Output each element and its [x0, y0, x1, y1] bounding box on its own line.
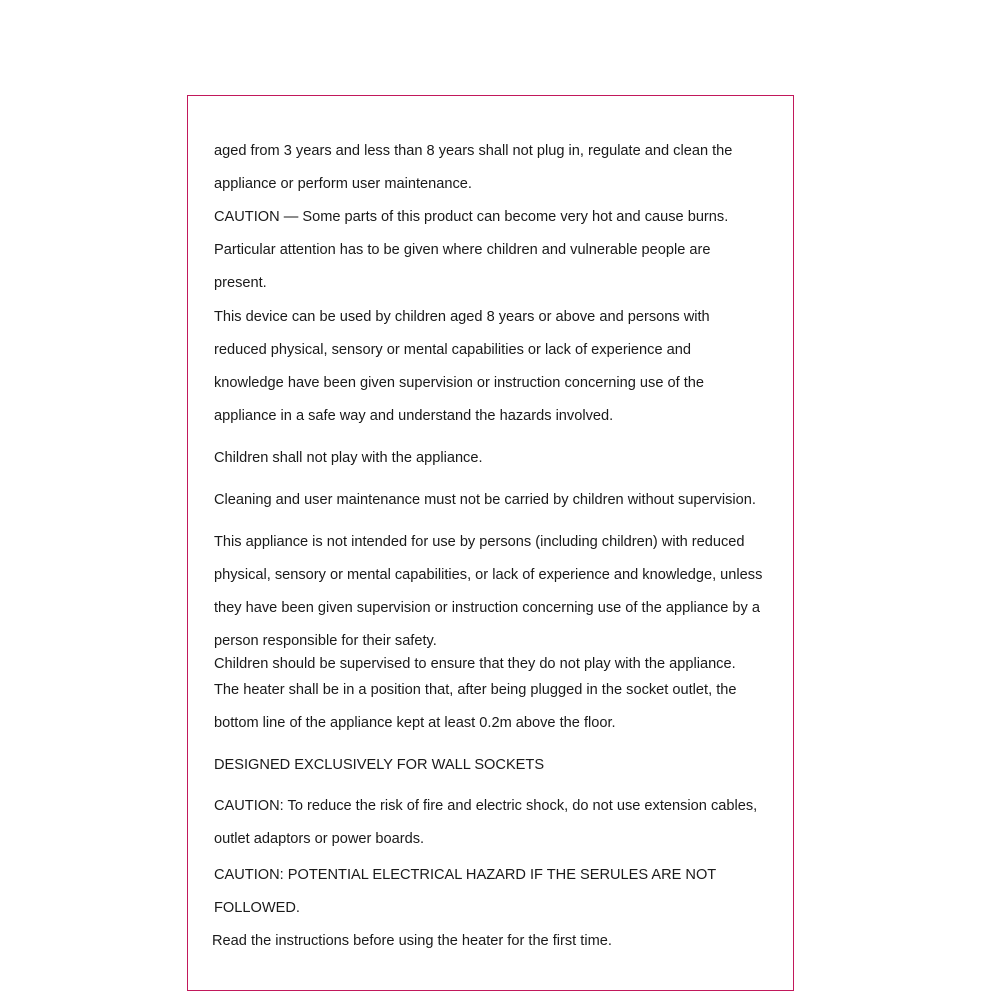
- text-line: CAUTION: POTENTIAL ELECTRICAL HAZARD IF THE SERULES ARE NOT: [214, 867, 717, 883]
- text-line: reduced physical, sensory or mental capabilities or lack of experience and: [214, 342, 691, 358]
- text-line: CAUTION — Some parts of this product can become very hot and cause burns.: [214, 209, 729, 225]
- text-line: knowledge have been given supervision or instruction concerning use of the: [214, 375, 705, 391]
- text-line: physical, sensory or mental capabilities, or lack of experience and knowledge, unless: [214, 567, 763, 583]
- text-line: appliance or perform user maintenance.: [214, 176, 472, 192]
- text-line: The heater shall be in a position that, after being plugged in the socket outlet, the: [214, 682, 737, 698]
- text-line: This appliance is not intended for use by persons (including children) with reduced: [214, 534, 745, 550]
- instruction-sheet: [187, 95, 794, 991]
- text-line: This device can be used by children aged 8 years or above and persons with: [214, 309, 710, 325]
- text-line: person responsible for their safety.: [214, 633, 437, 649]
- text-line: DESIGNED EXCLUSIVELY FOR WALL SOCKETS: [214, 757, 545, 773]
- text-line: Particular attention has to be given where children and vulnerable people are: [214, 242, 711, 258]
- text-line: present.: [214, 275, 267, 291]
- text-line: outlet adaptors or power boards.: [214, 831, 425, 847]
- text-line: FOLLOWED.: [214, 900, 300, 916]
- text-line: Read the instructions before using the heater for the first time.: [212, 933, 612, 949]
- text-line: bottom line of the appliance kept at least 0.2m above the floor.: [214, 715, 616, 731]
- text-line: CAUTION: To reduce the risk of fire and electric shock, do not use extension cables,: [214, 798, 758, 814]
- text-line: aged from 3 years and less than 8 years shall not plug in, regulate and clean the: [214, 143, 733, 159]
- text-line: Cleaning and user maintenance must not be carried by children without supervision.: [214, 492, 756, 508]
- text-line: appliance in a safe way and understand the hazards involved.: [214, 408, 614, 424]
- text-line: Children should be supervised to ensure that they do not play with the appliance.: [214, 656, 736, 672]
- text-line: Children shall not play with the appliance.: [214, 450, 483, 466]
- text-line: they have been given supervision or instruction concerning use of the appliance by a: [214, 600, 760, 616]
